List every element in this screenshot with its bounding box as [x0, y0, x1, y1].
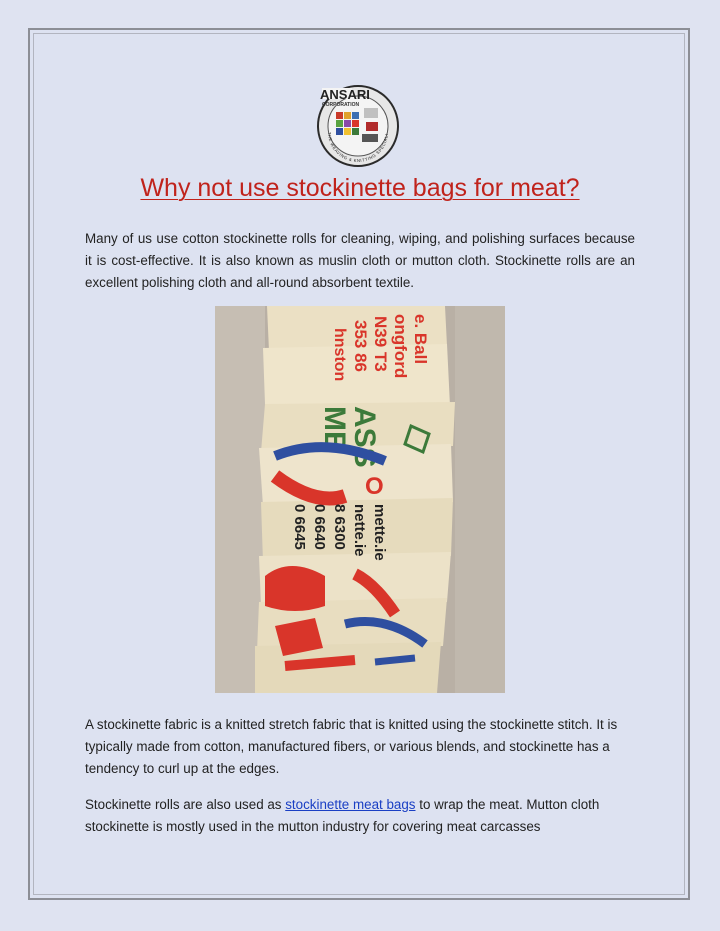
photo-print-11: nette.ie: [351, 504, 368, 557]
logo-sub-text: CORPORATION: [322, 102, 360, 108]
photo-print-1: e. Ball: [411, 314, 430, 365]
fabric-description-paragraph: A stockinette fabric is a knitted stretch fabric that is knitted using the stockinette stitch. It is typically made from cotton, manufactured fibers, or various blends, and stockinette has a tendency to curl up at the edges.: [85, 717, 618, 776]
stockinette-meat-bags-link[interactable]: stockinette meat bags: [285, 797, 416, 812]
photo-print-8: 0 6645: [291, 504, 308, 550]
photo-print-3: N39 T3: [371, 316, 390, 372]
page-title: Why not use stockinette bags for meat?: [140, 174, 580, 202]
photo-print-10: 8 6300: [331, 504, 348, 550]
intro-paragraph: Many of us use cotton stockinette rolls for cleaning, wiping, and polishing surfaces because it is cost-effective. It is also known as muslin cloth or mutton cloth. Stockinette rolls are an excellent polishing cloth and all-round absorbent textile.: [85, 231, 635, 290]
meat-bags-text-after: to wrap the meat. Mutton cloth stockinette is mostly used in the mutton industry for covering meat carcasses: [85, 797, 600, 834]
meat-bags-paragraph: [85, 794, 635, 838]
meat-bags-text-before: Stockinette rolls are also used as: [85, 797, 286, 812]
photo-print-9: 0 6640: [311, 504, 328, 550]
photo-print-4: 353 86: [351, 320, 370, 372]
photo-print-6: MB: [318, 406, 351, 453]
photo-print-2: ongford: [391, 314, 410, 379]
photo-print-o: O: [365, 473, 384, 500]
stockinette-bags-photo: [215, 306, 505, 693]
photo-print-5: hnston: [331, 328, 348, 382]
photo-print-7: ASS: [348, 406, 381, 468]
photo-print-12: mette.ie: [371, 504, 388, 561]
logo-yarn-icon: [336, 112, 359, 135]
logo-ring-text: THE WEAVING & KNITTING SPECIALI: [326, 131, 389, 164]
logo-brand-text: ANSARI: [320, 87, 370, 102]
ansari-corporation-logo: [316, 84, 400, 168]
